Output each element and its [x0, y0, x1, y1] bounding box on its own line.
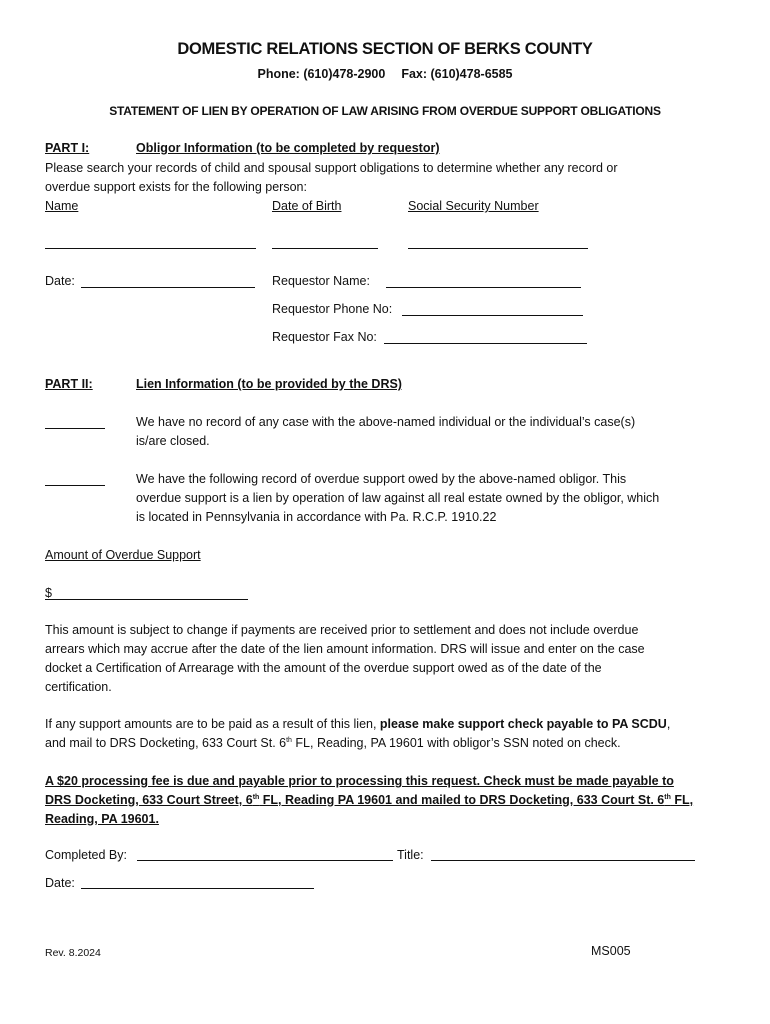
amount-heading: Amount of Overdue Support [45, 548, 201, 562]
requestor-name-field[interactable] [386, 287, 581, 288]
payment-paragraph [45, 715, 670, 753]
requestor-name-label: Requestor Name: [272, 274, 370, 288]
payment-line2: and mail to DRS Docketing, 633 Court St. 6th FL, Reading, PA 19601 with obligor’s SSN noted on check. [45, 736, 621, 750]
phone-number: Phone: (610)478-2900 [257, 67, 386, 81]
notice-line2: arrears which may accrue after the date of the lien amount information. DRS will issue and enter on the case [45, 642, 645, 656]
request-date-field[interactable] [81, 287, 255, 288]
revision-label: Rev. 8.2024 [45, 947, 101, 959]
dob-field[interactable] [272, 248, 378, 249]
dob-column-label: Date of Birth [272, 199, 342, 213]
option-overdue-line3: is located in Pennsylvania in accordance with Pa. R.C.P. 1910.22 [136, 510, 497, 524]
ssn-column-label: Social Security Number [408, 199, 539, 213]
completed-by-label: Completed By: [45, 848, 127, 862]
contact-line [0, 66, 770, 82]
part2-label: PART II: [45, 377, 93, 391]
option-overdue-line2: overdue support is a lien by operation of law against all real estate owned by the obligor, which [136, 491, 660, 505]
requestor-fax-field[interactable] [384, 343, 587, 344]
fee-line1: A $20 processing fee is due and payable prior to processing this request. Check must be made payable to [45, 774, 674, 788]
part1-heading: Obligor Information (to be completed by requestor) [136, 141, 440, 155]
name-column-label: Name [45, 199, 79, 213]
option-no-record-line1: We have no record of any case with the above-named individual or the individual’s case(s) [136, 415, 636, 429]
option-overdue-line1: We have the following record of overdue support owed by the above-named obligor. This [136, 472, 627, 486]
part1-intro-line2: overdue support exists for the following person: [45, 180, 307, 194]
statement-heading: STATEMENT OF LIEN BY OPERATION OF LAW ARISING FROM OVERDUE SUPPORT OBLIGATIONS [109, 104, 661, 118]
amount-field[interactable] [45, 599, 248, 600]
payment-line1: If any support amounts are to be paid as a result of this lien, please make support check payable to PA SCDU, [45, 717, 671, 731]
dollar-sign: $ [45, 586, 52, 600]
requestor-phone-label: Requestor Phone No: [272, 302, 393, 316]
part1-label: PART I: [45, 141, 90, 155]
fee-line3: Reading, PA 19601. [45, 812, 159, 826]
title-label: Title: [397, 848, 424, 862]
option-overdue-checkline[interactable] [45, 485, 105, 486]
notice-line3: docket a Certification of Arrearage with the amount of the overdue support owed as of the date of the [45, 661, 602, 675]
requestor-fax-label: Requestor Fax No: [272, 330, 377, 344]
requestor-phone-field[interactable] [402, 315, 583, 316]
ssn-field[interactable] [408, 248, 588, 249]
title-field[interactable] [431, 860, 695, 861]
notice-line4: certification. [45, 680, 112, 694]
request-date-label: Date: [45, 274, 75, 288]
option-no-record-line2: is/are closed. [136, 434, 210, 448]
completion-date-label: Date: [45, 876, 75, 890]
notice-line1: This amount is subject to change if payments are received prior to settlement and does not include overdue [45, 623, 639, 637]
name-field[interactable] [45, 248, 256, 249]
notice-paragraph [45, 621, 645, 697]
payable-to-scdu: please make support check payable to PA SCDU [379, 717, 667, 731]
fee-paragraph [45, 772, 693, 829]
form-title: DOMESTIC RELATIONS SECTION OF BERKS COUNTY [177, 40, 593, 58]
completion-date-field[interactable] [81, 888, 314, 889]
form-id: MS005 [591, 944, 631, 958]
completed-by-field[interactable] [137, 860, 393, 861]
fax-number: Fax: (610)478-6585 [401, 67, 513, 81]
part1-intro-line1: Please search your records of child and spousal support obligations to determine whether any record or [45, 161, 618, 175]
fee-line2: DRS Docketing, 633 Court Street, 6th FL, Reading PA 19601 and mailed to DRS Docketing, 633 Court St. 6th FL, [45, 793, 694, 807]
part2-heading: Lien Information (to be provided by the DRS) [136, 377, 402, 391]
option-no-record-checkline[interactable] [45, 428, 105, 429]
